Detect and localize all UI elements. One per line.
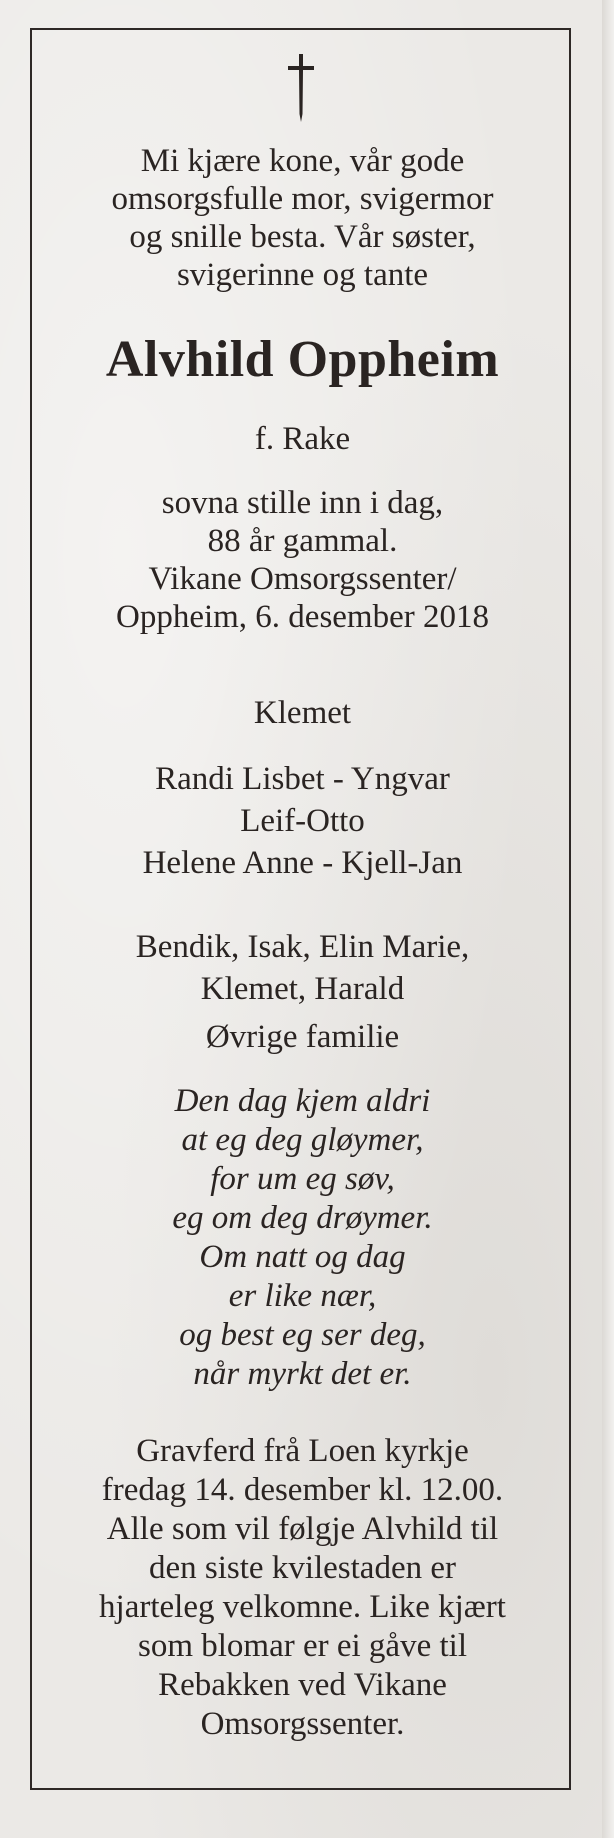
grandchild-line: Bendik, Isak, Elin Marie, [135, 929, 470, 965]
child-line: Randi Lisbet - Yngvar [155, 761, 450, 797]
death-line: sovna stille inn i dag, [161, 485, 444, 521]
deceased-name: Alvhild Oppheim [105, 331, 500, 388]
funeral-line: den siste kvilestaden er [149, 1550, 456, 1586]
memorial-poem [32, 1082, 573, 1394]
cross-icon [285, 52, 317, 124]
death-notice [32, 484, 573, 636]
funeral-line: Rebakken ved Vikane [158, 1667, 447, 1703]
intro-text [32, 142, 573, 294]
death-line: Vikane Omsorgssenter/ [148, 561, 457, 597]
intro-line: svigerinne og tante [176, 257, 429, 293]
death-line: 88 år gammal. [207, 523, 398, 559]
other-family: Øvrige familie [205, 1019, 400, 1055]
intro-line: og snille besta. Vår søster, [129, 219, 476, 255]
poem-line: eg om deg drøymer. [172, 1200, 433, 1236]
child-line: Leif-Otto [240, 803, 365, 839]
poem-line: for um eg søv, [210, 1161, 395, 1197]
poem-line: og best eg ser deg, [179, 1317, 426, 1353]
funeral-notice [32, 1432, 573, 1744]
husband-name: Klemet [253, 695, 352, 731]
children-names [32, 760, 573, 882]
funeral-line: Gravferd frå Loen kyrkje [136, 1433, 469, 1469]
poem-line: er like nær, [228, 1278, 377, 1314]
death-line: Oppheim, 6. desember 2018 [115, 599, 489, 635]
obituary-frame [30, 28, 571, 1790]
poem-line: at eg deg gløymer, [181, 1122, 424, 1158]
child-line: Helene Anne - Kjell-Jan [142, 845, 463, 881]
grandchild-line: Klemet, Harald [200, 971, 405, 1007]
poem-line: når myrkt det er. [193, 1356, 412, 1392]
page-edge [602, 0, 614, 1838]
funeral-line: som blomar er ei gåve til [138, 1628, 467, 1664]
intro-line: omsorgsfulle mor, svigermor [111, 181, 494, 217]
grandchildren-names [32, 928, 573, 1008]
poem-line: Om natt og dag [199, 1239, 406, 1275]
maiden-name: f. Rake [254, 421, 351, 457]
funeral-line: hjarteleg velkomne. Like kjært [99, 1589, 506, 1625]
funeral-line: Alle som vil følgje Alvhild til [106, 1511, 499, 1547]
funeral-line: fredag 14. desember kl. 12.00. [101, 1472, 504, 1508]
poem-line: Den dag kjem aldri [174, 1083, 431, 1119]
intro-line: Mi kjære kone, vår gode [140, 143, 465, 179]
funeral-line: Omsorgssenter. [200, 1706, 405, 1742]
